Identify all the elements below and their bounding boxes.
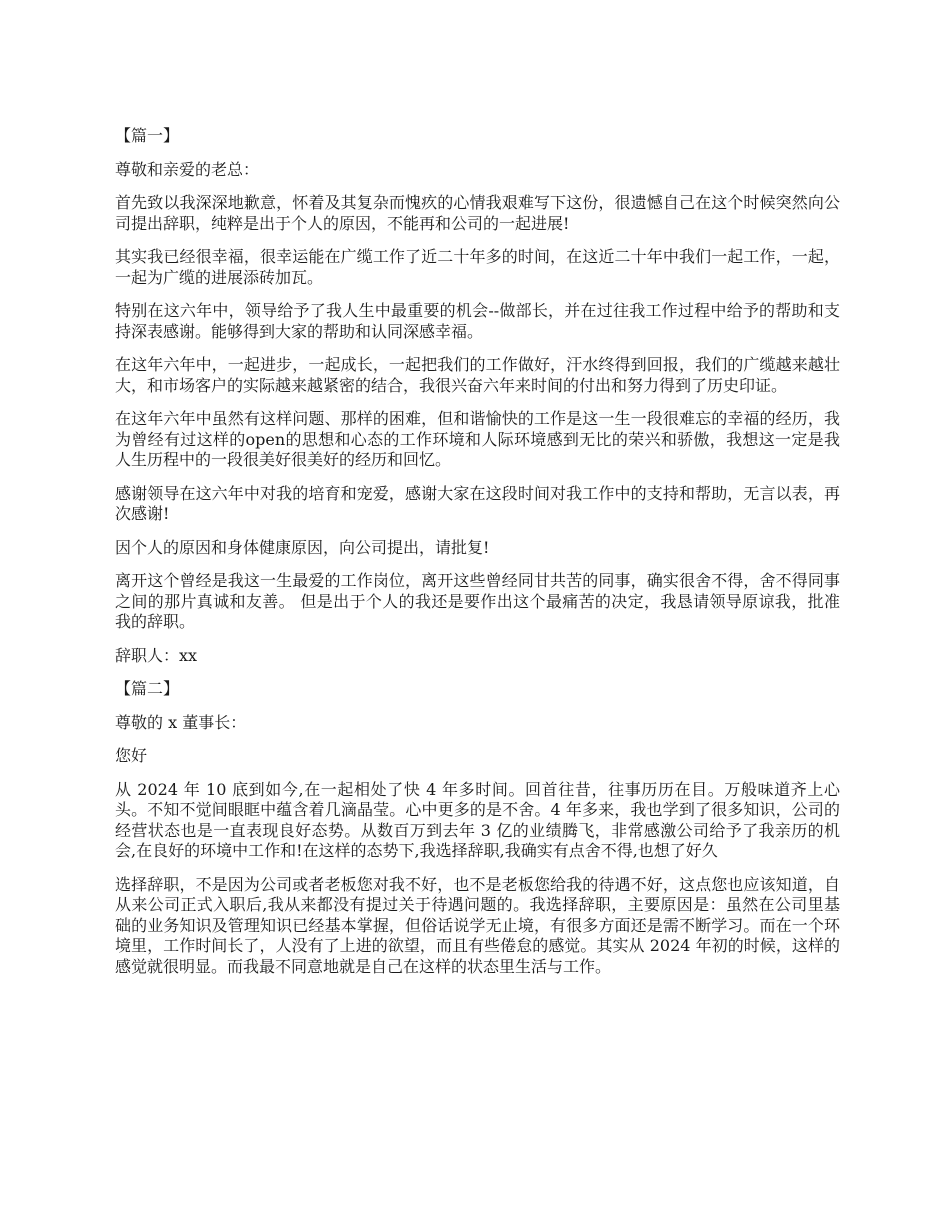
body-paragraph: 因个人的原因和身体健康原因，向公司提出，请批复! (115, 537, 490, 557)
salutation-2: 尊敬的 x 董事长： (115, 712, 247, 732)
body-paragraph: 从 2024 年 10 底到如今,在一起相处了快 4 年多时间。回首往昔，往事历历在目。万般味道齐上心头。不知不觉间眼眶中蕴含着几滴晶莹。心中更多的是不舍。4 年多来，我也学到了很多知识，公司的经营状态也是一直表现良好态势。从数百万到去年 3 亿的业绩腾飞，非常感激公司给予了我亲历的机会,在良好的环境中工作和!在这样的态势下,我选择辞职,我确实有点舍不得,也想了好久 (115, 779, 840, 860)
section-heading-1: 【篇一】 (115, 126, 180, 145)
section-heading-2: 【篇二】 (115, 679, 180, 698)
body-paragraph: 其实我已经很幸福，很幸运能在广缆工作了近二十年多的时间，在这近二十年中我们一起工作，一起，一起为广缆的进展添砖加瓦。 (115, 247, 840, 287)
greeting: 您好 (115, 746, 148, 765)
salutation-1: 尊敬和亲爱的老总： (115, 159, 260, 179)
document-body (115, 126, 840, 990)
body-paragraph: 在这年六年中，一起进步，一起成长，一起把我们的工作做好，汗水终得到回报，我们的广缆越来越壮大，和市场客户的实际越来越紧密的结合，我很兴奋六年来时间的付出和努力得到了历史印证。 (115, 355, 840, 395)
body-paragraph: 在这年六年中虽然有这样问题、那样的困难，但和谐愉快的工作是这一生一段很难忘的幸福的经历，我为曾经有过这样的open的思想和心态的工作环境和人际环境感到无比的荣兴和骄傲，我想这一定是我人生历程中的一段很美好很美好的经历和回忆。 (115, 409, 840, 469)
body-paragraph: 离开这个曾经是我这一生最爱的工作岗位，离开这些曾经同甘共苦的同事，确实很舍不得，舍不得同事之间的那片真诚和友善。 但是出于个人的我还是要作出这个最痛苦的决定，我恳请领导原谅我，批准我的辞职。 (115, 571, 840, 631)
signature-line: 辞职人：xx (115, 645, 198, 665)
body-paragraph: 特别在这六年中，领导给予了我人生中最重要的机会--做部长，并在过往我工作过程中给予的帮助和支持深表感谢。能够得到大家的帮助和认同深感幸福。 (115, 301, 840, 341)
body-paragraph: 首先致以我深深地歉意，怀着及其复杂而愧疚的心情我艰难写下这份，很遗憾自己在这个时候突然向公司提出辞职，纯粹是出于个人的原因，不能再和公司的一起进展! (115, 193, 840, 233)
body-paragraph: 感谢领导在这六年中对我的培育和宠爱，感谢大家在这段时间对我工作中的支持和帮助，无言以表，再次感谢! (115, 483, 840, 523)
body-paragraph: 选择辞职，不是因为公司或者老板您对我不好，也不是老板您给我的待遇不好，这点您也应该知道，自从来公司正式入职后,我从来都没有提过关于待遇问题的。我选择辞职，主要原因是：虽然在公司里基础的业务知识及管理知识已经基本掌握，但俗话说学无止境，有很多方面还是需不断学习。而在一个环境里，工作时间长了，人没有了上进的欲望，而且有些倦怠的感觉。其实从 2024 年初的时候，这样的感觉就很明显。而我最不同意地就是自己在这样的状态里生活与工作。 (115, 874, 840, 976)
